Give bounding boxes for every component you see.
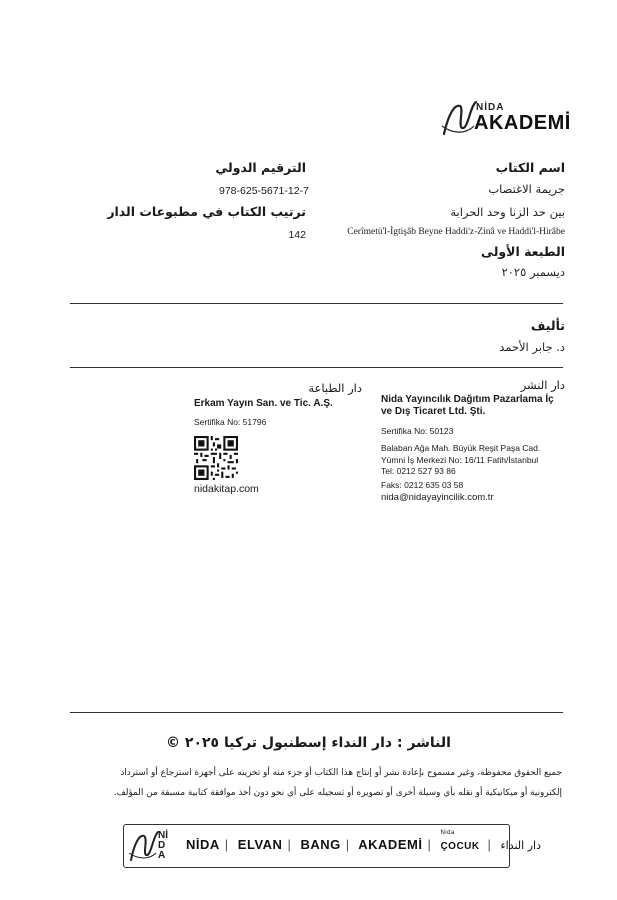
brand-cocuk-small: Nida bbox=[440, 830, 455, 836]
copyright-line2: إلكترونية أو ميكانيكية أو نقله بأي وسيلة أخرى أو تصويره أو تسجيله على أي نحو دون أخذ موافقة كتابية مسبقة من المؤلف. bbox=[113, 788, 562, 798]
divider-bottom bbox=[70, 712, 563, 713]
logo-nida-text: NİDA bbox=[476, 102, 505, 113]
order-label: ترتيب الكتاب في مطبوعات الدار bbox=[107, 204, 306, 219]
brand-akademi: AKADEMİ bbox=[358, 837, 423, 852]
printer-label: دار الطباعة bbox=[308, 381, 362, 395]
divider-middle bbox=[70, 367, 563, 368]
publisher-address-line2: Yümni İş Merkezi No: 16/11 Fatih/İstanbul bbox=[381, 454, 539, 465]
copyright-line1: جميع الحقوق محفوظة، وغير مسموح بإعادة نشر أو إنتاج هذا الكتاب أو جزء منه أو تخزينه على أجهزة استرجاع أو استرداد bbox=[120, 768, 562, 778]
brand-cocuk bbox=[440, 830, 482, 852]
footer-nida-mark-text: NİDA bbox=[158, 830, 168, 861]
isbn-value: 978-625-5671-12-7 bbox=[219, 185, 309, 197]
publisher-cert: Sertifika No: 50123 bbox=[381, 426, 454, 436]
publisher-address-line1: Balaban Ağa Mah. Büyük Reşit Paşa Cad. bbox=[381, 443, 541, 453]
nida-akademi-logo bbox=[440, 96, 570, 140]
publisher-fax: Faks: 0212 635 03 58 bbox=[381, 480, 464, 490]
brand-nida: NİDA bbox=[186, 837, 220, 852]
book-name-label: اسم الكتاب bbox=[495, 160, 565, 175]
printer-name: Erkam Yayın San. ve Tic. A.Ş. bbox=[194, 398, 333, 409]
book-title-line1: جريمة الاغتصاب bbox=[488, 182, 565, 196]
publisher-name-line2: ve Dış Ticaret Ltd. Şti. bbox=[381, 406, 486, 417]
brand-cocuk-text: ÇOCUK bbox=[440, 841, 480, 852]
book-title-line2: بين حد الزنا وحد الحرابة bbox=[450, 205, 565, 219]
publisher-email[interactable]: nida@nidayayincilik.com.tr bbox=[381, 492, 494, 503]
author-name: د. جابر الأحمد bbox=[499, 340, 565, 354]
edition-date: ديسمبر ٢٠٢٥ bbox=[501, 265, 565, 279]
book-latin-title: Cerîmetü'l-İgtişâb Beyne Haddi'z-Zinâ ve Haddi'l-Hirâbe bbox=[347, 227, 565, 237]
divider-top bbox=[70, 303, 563, 304]
brand-bang: BANG bbox=[300, 837, 341, 852]
copyright-heading: الناشر : دار النداء إسطنبول تركيا ٢٠٢٥ © bbox=[166, 735, 451, 751]
footer-brand-strip bbox=[123, 824, 541, 868]
logo-akademi-text: AKADEMİ bbox=[474, 112, 571, 134]
printer-website[interactable]: nidakitap.com bbox=[194, 483, 259, 495]
printer-cert: Sertifika No: 51796 bbox=[194, 417, 267, 427]
publisher-name bbox=[381, 394, 581, 418]
qr-code-icon bbox=[194, 436, 238, 480]
isbn-label: الترقيم الدولي bbox=[215, 160, 306, 175]
publisher-label: دار النشر bbox=[520, 378, 565, 392]
edition-label: الطبعة الأولى bbox=[481, 244, 565, 259]
nida-mark-icon bbox=[128, 827, 182, 865]
footer-brands: NİDA | ELVAN | BANG | AKADEMİ | Nida ÇOCUK | دار النداء bbox=[186, 830, 541, 852]
brand-arabic: دار النداء bbox=[500, 839, 541, 852]
publisher-name-line1: Nida Yayıncılık Dağıtım Pazarlama İç bbox=[381, 394, 554, 405]
author-label: تأليف bbox=[530, 318, 565, 333]
publisher-tel: Tel: 0212 527 93 86 bbox=[381, 466, 456, 476]
publisher-address bbox=[381, 443, 540, 478]
order-value: 142 bbox=[288, 229, 306, 241]
brand-elvan: ELVAN bbox=[237, 837, 283, 852]
